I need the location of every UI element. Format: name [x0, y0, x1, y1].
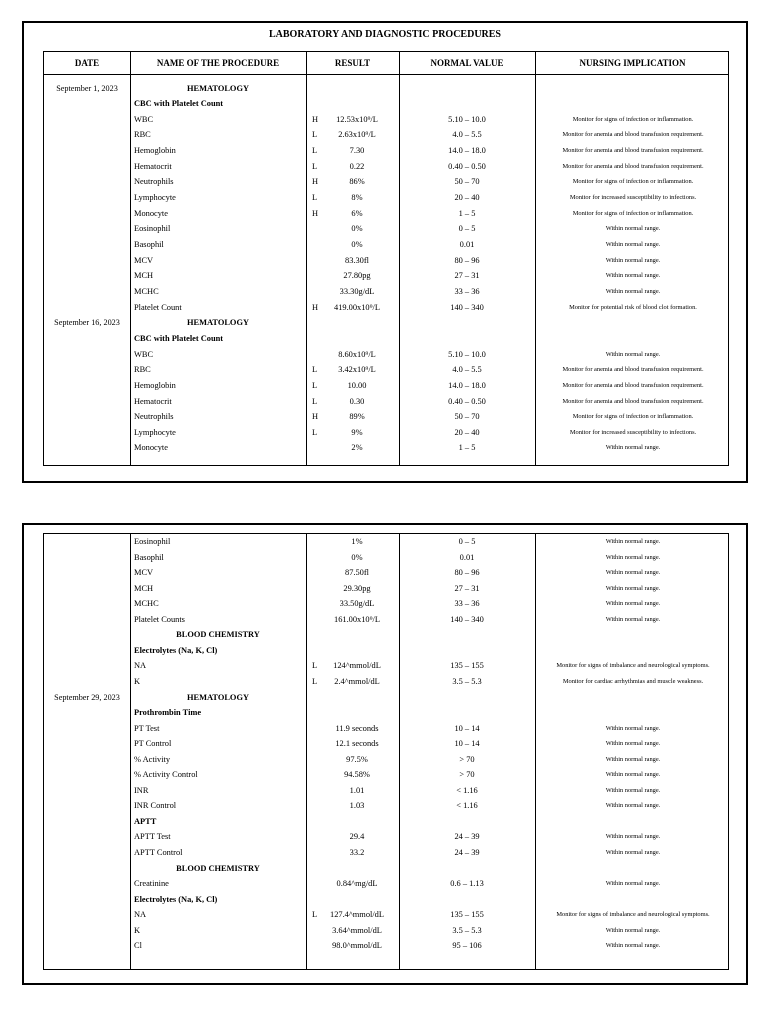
procedure-name: Basophil [134, 552, 164, 562]
header-normal-value: NORMAL VALUE [430, 58, 504, 68]
normal-value: 0.40 – 0.50 [448, 396, 486, 406]
procedure-name: CBC with Platelet Count [134, 99, 224, 109]
nursing-implication: Monitor for increased susceptibility to infections. [569, 428, 697, 436]
procedure-name: INR [134, 785, 149, 795]
procedure-name: Eosinophil [134, 224, 171, 234]
procedure-name: HEMATOLOGY [186, 318, 250, 328]
result-value: 87.50fl [345, 568, 369, 578]
table-row [44, 112, 728, 128]
header-result: RESULT [334, 58, 371, 68]
normal-value: 14.0 – 18.0 [448, 146, 486, 156]
procedure-name: Neutrophils [134, 177, 174, 187]
nursing-implication: Monitor for signs of infection or inflammation. [572, 115, 694, 123]
nursing-implication: Within normal range. [605, 272, 661, 280]
result-value: 11.9 seconds [335, 723, 379, 733]
procedure-name: Lymphocyte [134, 193, 176, 203]
normal-value: 135 – 155 [450, 661, 484, 671]
procedure-name: BLOOD CHEMISTRY [176, 863, 260, 873]
normal-value: 24 – 39 [454, 832, 480, 842]
normal-value: > 70 [459, 770, 475, 780]
procedure-name: MCV [134, 568, 154, 578]
procedure-name: PT Test [134, 723, 160, 733]
result-value: 86% [349, 177, 365, 187]
result-flag: H [312, 302, 319, 312]
header-divider [44, 74, 728, 75]
table-row [44, 440, 728, 456]
normal-value: 20 – 40 [454, 193, 480, 203]
result-value: 10.00 [347, 380, 367, 390]
result-flag: L [312, 380, 318, 390]
result-flag: L [312, 396, 318, 406]
nursing-implication: Within normal range. [605, 256, 661, 264]
normal-value: 10 – 14 [454, 723, 480, 733]
procedure-name: Basophil [134, 240, 164, 249]
normal-value: 0.6 – 1.13 [450, 879, 484, 889]
result-value: 8% [351, 193, 363, 203]
normal-value: 135 – 155 [450, 910, 484, 920]
result-value: 0.84^mg/dL [336, 879, 378, 889]
nursing-implication: Monitor for anemia and blood transfusion requirement. [562, 381, 704, 389]
nursing-implication: Monitor for anemia and blood transfusion requirement. [562, 366, 704, 374]
result-value: 94.58% [344, 770, 370, 780]
table-row [44, 268, 728, 284]
procedure-name: Platelet Counts [134, 614, 185, 624]
procedure-name: K [134, 676, 141, 686]
table-row [44, 159, 728, 175]
header-date: DATE [74, 58, 100, 68]
result-value: 2% [351, 443, 363, 453]
procedure-name: % Activity [134, 754, 171, 764]
table-row [44, 829, 728, 845]
result-value: 3.42x10⁹/L [338, 365, 376, 375]
table-row [44, 736, 728, 752]
nursing-implication: Within normal range. [605, 225, 661, 233]
table-row [44, 565, 728, 581]
normal-value: 27 – 31 [454, 583, 480, 593]
normal-value: 24 – 39 [454, 848, 480, 857]
table-row [44, 596, 728, 612]
table-row [44, 627, 728, 643]
result-value: 0% [351, 552, 363, 562]
table-row [44, 690, 728, 706]
table-row [44, 938, 728, 954]
test-date: September 29, 2023 [54, 692, 120, 702]
nursing-implication: Within normal range. [605, 615, 661, 623]
normal-value: 0 – 5 [458, 224, 476, 234]
table-row [44, 96, 728, 112]
normal-value: 1 – 5 [458, 208, 476, 218]
lab-results-table-continued [43, 533, 729, 970]
normal-value: 33 – 36 [454, 286, 480, 296]
nursing-implication: Within normal range. [605, 584, 661, 592]
result-value: 124^mmol/dL [333, 661, 381, 671]
nursing-implication: Monitor for potential risk of blood clot formation. [569, 303, 697, 311]
normal-value: 0.01 [459, 240, 475, 249]
document-page-1 [22, 21, 748, 483]
table-row [44, 331, 728, 347]
table-row [44, 798, 728, 814]
normal-value: > 70 [459, 754, 475, 764]
nursing-implication: Within normal range. [605, 538, 661, 545]
normal-value: 20 – 40 [454, 427, 480, 437]
procedure-name: K [134, 925, 141, 935]
procedure-name: MCV [134, 255, 154, 265]
table-row [44, 347, 728, 363]
table-row [44, 783, 728, 799]
result-flag: L [312, 130, 318, 140]
nursing-implication: Within normal range. [605, 926, 661, 934]
nursing-implication: Within normal range. [605, 569, 661, 577]
procedure-name: Hemoglobin [134, 146, 176, 156]
table-row [44, 612, 728, 628]
normal-value: 27 – 31 [454, 271, 480, 281]
nursing-implication: Within normal range. [605, 600, 661, 608]
table-row [44, 127, 728, 143]
procedure-name: APTT Control [134, 848, 183, 857]
table-row [44, 425, 728, 441]
table-row [44, 674, 728, 690]
table-row [44, 284, 728, 300]
normal-value: 14.0 – 18.0 [448, 380, 486, 390]
normal-value: < 1.16 [456, 801, 478, 811]
nursing-implication: Within normal range. [605, 287, 661, 295]
nursing-implication: Within normal range. [605, 833, 661, 841]
table-row [44, 300, 728, 316]
nursing-implication: Monitor for anemia and blood transfusion requirement. [562, 397, 704, 405]
table-row [44, 767, 728, 783]
normal-value: 3.5 – 5.3 [452, 676, 482, 686]
procedure-name: MCHC [134, 599, 159, 609]
result-flag: H [312, 412, 319, 422]
result-flag: L [312, 910, 318, 920]
nursing-implication: Within normal range. [605, 241, 661, 248]
nursing-implication: Within normal range. [605, 350, 661, 358]
result-flag: H [312, 208, 319, 218]
table-row [44, 845, 728, 861]
table-row [44, 394, 728, 410]
nursing-implication: Monitor for anemia and blood transfusion requirement. [562, 131, 704, 139]
procedure-name: Electrolytes (Na, K, Cl) [134, 894, 218, 904]
procedure-name: MCH [134, 271, 154, 281]
procedure-name: INR Control [134, 801, 177, 811]
procedure-name: Monocyte [134, 208, 168, 218]
procedure-name: Eosinophil [134, 537, 171, 546]
test-date: September 16, 2023 [54, 318, 120, 328]
document-page-2 [22, 523, 748, 985]
normal-value: 140 – 340 [450, 302, 484, 312]
result-flag: L [312, 193, 318, 203]
result-value: 3.64^mmol/dL [332, 925, 382, 935]
procedure-name: Hematocrit [134, 161, 172, 171]
nursing-implication: Monitor for signs of infection or inflammation. [572, 413, 694, 421]
normal-value: 4.0 – 5.5 [452, 365, 482, 375]
result-flag: L [312, 676, 318, 686]
result-value: 0% [351, 224, 363, 234]
procedure-name: WBC [134, 349, 154, 359]
procedure-name: RBC [134, 365, 151, 375]
result-value: 7.30 [349, 146, 365, 156]
table-row [44, 814, 728, 830]
result-value: 33.2 [349, 848, 365, 857]
normal-value: 33 – 36 [454, 599, 480, 609]
result-value: 0.22 [349, 161, 365, 171]
procedure-name: Cl [134, 941, 142, 951]
result-value: 0% [351, 240, 363, 249]
nursing-implication: Monitor for increased susceptibility to infections. [569, 194, 697, 202]
result-value: 1% [351, 537, 363, 546]
procedure-name: Prothrombin Time [134, 708, 202, 718]
result-flag: L [312, 146, 318, 156]
result-value: 12.53x10⁹/L [336, 114, 378, 124]
result-value: 1.03 [349, 801, 365, 811]
result-value: 127.4^mmol/dL [330, 910, 384, 920]
result-value: 0.30 [349, 396, 365, 406]
normal-value: 5.10 – 10.0 [448, 114, 486, 124]
result-value: 9% [351, 427, 363, 437]
procedure-name: CBC with Platelet Count [134, 333, 224, 343]
table-row [44, 81, 728, 97]
normal-value: 95 – 106 [452, 941, 482, 951]
table-row [44, 550, 728, 566]
procedure-name: Creatinine [134, 879, 169, 889]
procedure-name: Lymphocyte [134, 427, 176, 437]
table-row [44, 253, 728, 269]
nursing-implication: Within normal range. [605, 553, 661, 561]
table-row [44, 378, 728, 394]
result-value: 83.30fl [345, 255, 369, 265]
procedure-name: RBC [134, 130, 151, 140]
result-flag: H [312, 114, 319, 124]
table-row [44, 721, 728, 737]
nursing-implication: Within normal range. [605, 880, 661, 888]
result-value: 29.4 [349, 832, 365, 842]
normal-value: 5.10 – 10.0 [448, 349, 486, 359]
table-row [44, 409, 728, 425]
table-row [44, 315, 728, 331]
normal-value: 1 – 5 [458, 443, 476, 453]
result-value: 2.4^mmol/dL [334, 676, 380, 686]
normal-value: 80 – 96 [454, 255, 480, 265]
result-value: 27.80pg [343, 271, 371, 281]
nursing-implication: Within normal range. [605, 802, 661, 810]
table-row [44, 221, 728, 237]
nursing-implication: Monitor for anemia and blood transfusion requirement. [562, 162, 704, 170]
normal-value: 0 – 5 [458, 537, 476, 546]
nursing-implication: Within normal range. [605, 942, 661, 950]
procedure-name: WBC [134, 114, 154, 124]
normal-value: 80 – 96 [454, 568, 480, 578]
result-flag: L [312, 365, 318, 375]
lab-results-table [43, 51, 729, 466]
nursing-implication: Monitor for cardiac arrhythmias and muscle weakness. [562, 677, 704, 685]
normal-value: 0.40 – 0.50 [448, 161, 486, 171]
procedure-name: MCH [134, 583, 154, 593]
nursing-implication: Within normal range. [605, 786, 661, 794]
normal-value: 0.01 [459, 552, 475, 562]
table-row [44, 143, 728, 159]
table-row [44, 174, 728, 190]
procedure-name: % Activity Control [134, 770, 198, 780]
nursing-implication: Within normal range. [605, 740, 661, 748]
result-value: 12.1 seconds [335, 739, 379, 749]
nursing-implication: Monitor for signs of infection or inflammation. [572, 209, 694, 217]
procedure-name: HEMATOLOGY [186, 83, 250, 93]
result-value: 33.50g/dL [339, 599, 375, 609]
nursing-implication: Monitor for anemia and blood transfusion requirement. [562, 147, 704, 155]
nursing-implication: Monitor for signs of imbalance and neurological symptoms. [556, 911, 710, 919]
table-row [44, 892, 728, 908]
normal-value: 4.0 – 5.5 [452, 130, 482, 140]
nursing-implication: Within normal range. [605, 849, 661, 856]
result-value: 1.01 [349, 785, 365, 795]
table-row [44, 907, 728, 923]
result-value: 97.5% [346, 754, 368, 764]
normal-value: 50 – 70 [454, 177, 480, 187]
table-row [44, 190, 728, 206]
result-flag: H [312, 177, 319, 187]
table-row [44, 658, 728, 674]
normal-value: 140 – 340 [450, 614, 484, 624]
table-row [44, 876, 728, 892]
procedure-name: Monocyte [134, 443, 168, 453]
result-flag: L [312, 427, 318, 437]
nursing-implication: Within normal range. [605, 755, 661, 763]
normal-value: 10 – 14 [454, 739, 480, 749]
table-row [44, 581, 728, 597]
result-value: 6% [351, 208, 363, 218]
test-date: September 1, 2023 [56, 83, 118, 93]
nursing-implication: Monitor for signs of infection or inflammation. [572, 178, 694, 186]
result-value: 8.60x10⁹/L [338, 349, 376, 359]
table-row [44, 752, 728, 768]
nursing-implication: Within normal range. [605, 724, 661, 732]
header-procedure-name: NAME OF THE PROCEDURE [156, 58, 280, 68]
table-row [44, 534, 728, 550]
nursing-implication: Within normal range. [605, 444, 661, 452]
result-value: 2.63x10⁹/L [338, 130, 376, 140]
table-row [44, 923, 728, 939]
result-value: 419.00x10⁹/L [334, 302, 380, 312]
procedure-name: BLOOD CHEMISTRY [176, 630, 260, 640]
procedure-name: Hematocrit [134, 396, 172, 406]
procedure-name: PT Control [134, 739, 172, 749]
result-value: 33.30g/dL [339, 286, 375, 296]
result-value: 89% [349, 412, 365, 422]
header-nursing-implication: NURSING IMPLICATION [579, 58, 686, 68]
normal-value: 3.5 – 5.3 [452, 925, 482, 935]
table-row [44, 643, 728, 659]
procedure-name: APTT [134, 816, 157, 826]
procedure-name: Neutrophils [134, 412, 174, 422]
normal-value: 50 – 70 [454, 412, 480, 422]
table-row [44, 206, 728, 222]
document-title: LABORATORY AND DIAGNOSTIC PROCEDURES [269, 29, 501, 40]
procedure-name: MCHC [134, 286, 159, 296]
procedure-name: NA [134, 661, 147, 671]
table-row [44, 362, 728, 378]
procedure-name: HEMATOLOGY [186, 692, 250, 702]
nursing-implication: Within normal range. [605, 771, 661, 779]
procedure-name: NA [134, 910, 147, 920]
procedure-name: Electrolytes (Na, K, Cl) [134, 645, 218, 655]
result-flag: L [312, 161, 318, 171]
result-value: 161.00x10⁹/L [334, 614, 380, 624]
normal-value: < 1.16 [456, 785, 478, 795]
result-flag: L [312, 661, 318, 671]
result-value: 29.30pg [343, 583, 371, 593]
nursing-implication: Monitor for signs of imbalance and neurological symptoms. [556, 662, 710, 670]
table-row [44, 705, 728, 721]
table-row [44, 861, 728, 877]
table-row [44, 237, 728, 253]
result-value: 98.0^mmol/dL [332, 941, 382, 951]
procedure-name: Platelet Count [134, 302, 182, 312]
procedure-name: APTT Test [134, 832, 171, 842]
procedure-name: Hemoglobin [134, 380, 176, 390]
